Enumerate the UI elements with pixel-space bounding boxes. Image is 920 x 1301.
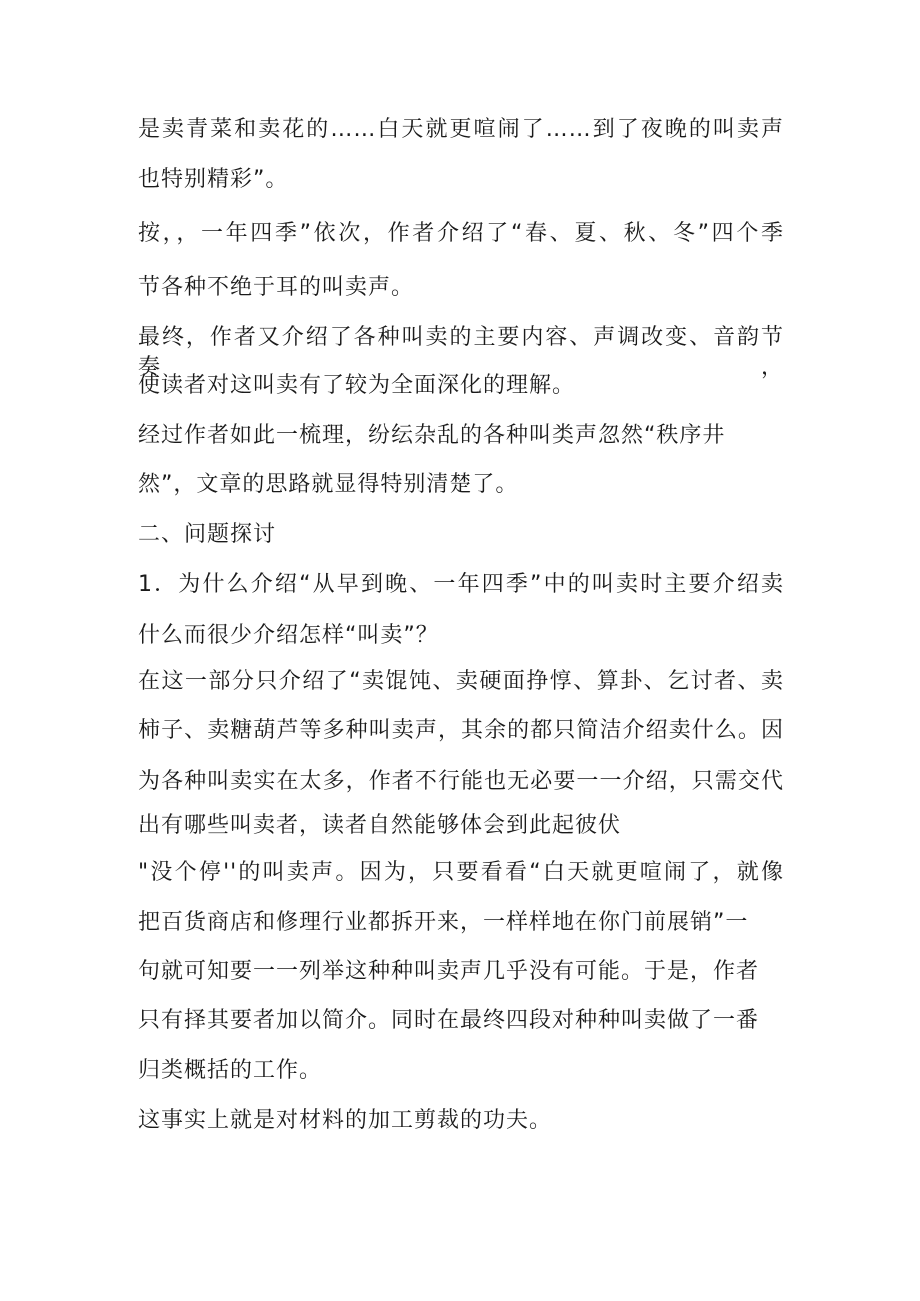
text-line-1: 是卖青菜和卖花的……白天就更喧闹了……到了夜晚的叫卖声 bbox=[138, 117, 784, 142]
text-line-3: 按，，一年四季”依次，作者介绍了“春、夏、秋、冬”四个季 bbox=[138, 221, 784, 246]
text-line-18: 句就可知要一一列举这种种叫卖声几乎没有可能。于是，作者 bbox=[138, 959, 760, 984]
text-line-19: 只有择其要者加以简介。同时在最终四段对种种叫卖做了一番 bbox=[138, 1008, 760, 1033]
text-line-8: 然”，文章的思路就显得特别清楚了。 bbox=[138, 472, 519, 497]
text-line-7: 经过作者如此一梳理，纷纭杂乱的各种叫类声忽然“秩序井 bbox=[138, 423, 726, 448]
text-line-4: 节各种不绝于耳的叫卖声。 bbox=[138, 275, 415, 300]
text-line-12: 在这一部分只介绍了“卖馄饨、卖硬面挣惇、算卦、乞讨者、卖 bbox=[138, 669, 784, 694]
text-line-5: 最终，作者又介绍了各种叫卖的主要内容、声调改变、音韵节奏， bbox=[138, 325, 784, 380]
text-line-15: 出有哪些叫卖者，读者自然能够体会到此起彼伏 bbox=[138, 813, 622, 838]
text-line-21: 这事实上就是对材料的加工剪裁的功夫。 bbox=[138, 1108, 553, 1133]
text-line-16: "没个停''的叫卖声。因为，只要看看“白天就更喧闹了，就像 bbox=[138, 860, 784, 885]
question-line-2: 什么而很少介绍怎样“叫卖”？ bbox=[138, 623, 439, 648]
text-line-17: 把百货商店和修理行业都拆开来，一样样地在你门前展销”一 bbox=[138, 910, 749, 935]
section-heading: 二、问题探讨 bbox=[138, 522, 277, 547]
question-line-1: 1．为什么介绍“从早到晚、一年四季”中的叫卖时主要介绍卖 bbox=[138, 572, 784, 597]
text-line-14: 为各种叫卖实在太多，作者不行能也无必要一一介绍，只需交代 bbox=[138, 769, 784, 794]
text-line-6: 使读者对这叫卖有了较为全面深化的理解。 bbox=[138, 373, 576, 398]
text-line-20: 归类概括的工作。 bbox=[138, 1058, 323, 1083]
text-line-13: 柿子、卖糖葫芦等多种叫卖声，其余的都只简洁介绍卖什么。因 bbox=[138, 718, 784, 743]
text-line-2: 也特别精彩”。 bbox=[138, 167, 289, 192]
